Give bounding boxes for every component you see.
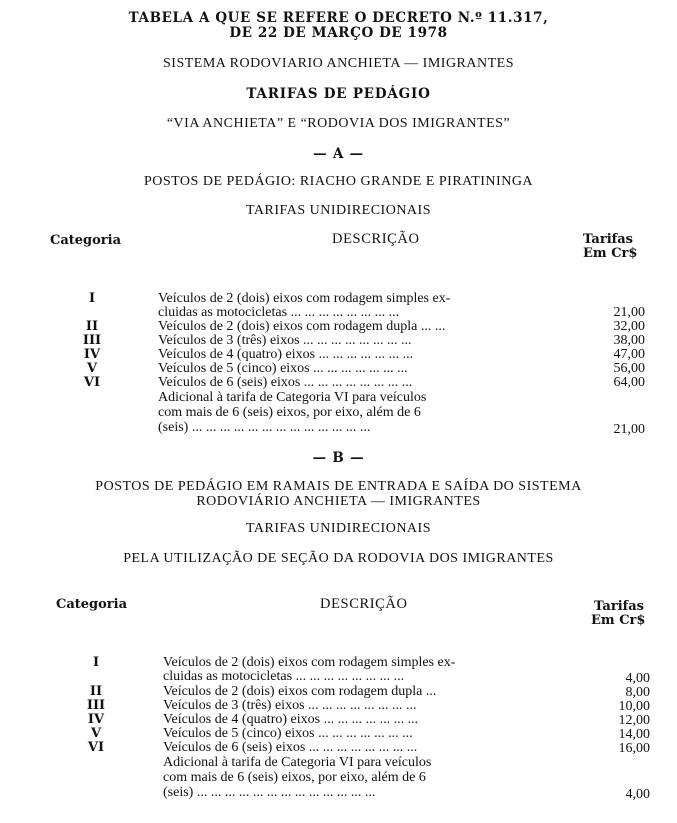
description-line: Veículos de 2 (dois) eixos com rodagem simples ex- xyxy=(163,655,456,670)
section-a-col-tariff-2: Em Cr$ xyxy=(583,246,638,261)
category-label: III xyxy=(86,698,106,713)
category-label: II xyxy=(89,684,103,699)
description-line: Veículos de 6 (seis) eixos ... ... ... ... ... ... ... ... xyxy=(158,375,413,390)
category-label: I xyxy=(92,655,100,670)
tariff-value: 21,00 xyxy=(613,305,645,320)
category-label: VI xyxy=(83,375,101,390)
section-b-col-description: DESCRIÇÃO xyxy=(320,596,408,612)
category-label: VI xyxy=(87,740,105,755)
description-line: Adicional à tarifa de Categoria VI para veículos xyxy=(163,755,432,770)
category-label: I xyxy=(88,291,96,306)
tariff-value: 21,00 xyxy=(613,422,645,437)
section-b-title-line1: POSTOS DE PEDÁGIO EM RAMAIS DE ENTRADA E SAÍDA DO SISTEMA xyxy=(95,479,582,494)
system-name: SISTEMA RODOVIARIO ANCHIETA — IMIGRANTES xyxy=(163,56,514,71)
section-a-title: POSTOS DE PEDÁGIO: RIACHO GRANDE E PIRATININGA xyxy=(143,174,534,189)
description-line: cluidas as motocicletas ... ... ... ... ... ... ... ... xyxy=(163,669,405,684)
category-label: III xyxy=(82,333,102,348)
description-line: (seis) ... ... ... ... ... ... ... ... ... ... ... ... ... xyxy=(163,785,376,800)
section-b-col-category: Categoria xyxy=(56,597,128,612)
tariff-value: 32,00 xyxy=(613,319,645,334)
section-b-col-tariff-1: Tarifas xyxy=(594,599,644,614)
section-a-col-description: DESCRIÇÃO xyxy=(332,231,420,247)
description-line: Veículos de 3 (três) eixos ... ... ... ... ... ... ... ... xyxy=(163,698,417,713)
tariff-value: 8,00 xyxy=(625,685,650,700)
section-a-marker: — A — xyxy=(313,146,364,162)
category-label: IV xyxy=(87,712,105,727)
tariff-value: 64,00 xyxy=(613,375,645,390)
tariff-value: 56,00 xyxy=(613,361,645,376)
section-a-col-tariff-1: Tarifas xyxy=(583,232,633,247)
description-line: Veículos de 2 (dois) eixos com rodagem simples ex- xyxy=(158,291,451,306)
description-line: Veículos de 4 (quatro) eixos ... ... ... ... ... ... ... xyxy=(158,347,414,362)
description-line: Veículos de 5 (cinco) eixos ... ... ... ... ... ... ... xyxy=(158,361,408,376)
tariff-value: 14,00 xyxy=(618,727,650,742)
tariff-value: 4,00 xyxy=(625,787,650,802)
description-line: com mais de 6 (seis) eixos, por eixo, além de 6 xyxy=(158,405,421,420)
section-b-col-tariff-2: Em Cr$ xyxy=(591,613,646,628)
tariff-value: 10,00 xyxy=(618,699,650,714)
description-line: Veículos de 2 (dois) eixos com rodagem dupla ... ... xyxy=(158,319,446,334)
section-b-subtitle: TARIFAS UNIDIRECIONAIS xyxy=(245,521,431,536)
description-line: Veículos de 3 (três) eixos ... ... ... ... ... ... ... ... xyxy=(158,333,412,348)
description-line: Veículos de 5 (cinco) eixos ... ... ... ... ... ... ... xyxy=(163,726,413,741)
description-line: Veículos de 6 (seis) eixos ... ... ... ... ... ... ... ... xyxy=(163,740,418,755)
section-a-subtitle: TARIFAS UNIDIRECIONAIS xyxy=(245,203,431,218)
category-label: V xyxy=(90,726,102,741)
category-label: IV xyxy=(83,347,101,362)
roads-heading: “VIA ANCHIETA” E “RODOVIA DOS IMIGRANTES” xyxy=(166,116,511,131)
tariff-value: 4,00 xyxy=(625,671,650,686)
tariff-value: 16,00 xyxy=(618,741,650,756)
tariff-value: 12,00 xyxy=(618,713,650,728)
document-title-line2: DE 22 DE MARÇO DE 1978 xyxy=(229,25,448,41)
section-b-subtitle2: PELA UTILIZAÇÃO DE SEÇÃO DA RODOVIA DOS IMIGRANTES xyxy=(123,551,554,566)
category-label: II xyxy=(85,319,99,334)
tariff-value: 38,00 xyxy=(613,333,645,348)
description-line: (seis) ... ... ... ... ... ... ... ... ... ... ... ... ... xyxy=(158,420,371,435)
description-line: Veículos de 2 (dois) eixos com rodagem dupla ... xyxy=(163,684,437,699)
category-label: V xyxy=(86,361,98,376)
description-line: Veículos de 4 (quatro) eixos ... ... ... ... ... ... ... xyxy=(163,712,419,727)
section-b-marker: — B — xyxy=(312,450,365,466)
tariff-value: 47,00 xyxy=(613,347,645,362)
document-title-line1: TABELA A QUE SE REFERE O DECRETO N.º 11.317, xyxy=(128,10,549,26)
tariffs-heading: TARIFAS DE PEDÁGIO xyxy=(246,86,431,102)
description-line: com mais de 6 (seis) eixos, por eixo, além de 6 xyxy=(163,770,426,785)
description-line: cluidas as motocicletas ... ... ... ... ... ... ... ... xyxy=(158,305,400,320)
section-b-title-line2: RODOVIÁRIO ANCHIETA — IMIGRANTES xyxy=(196,494,481,509)
description-line: Adicional à tarifa de Categoria VI para veículos xyxy=(158,390,427,405)
section-a-col-category: Categoria xyxy=(50,233,122,248)
